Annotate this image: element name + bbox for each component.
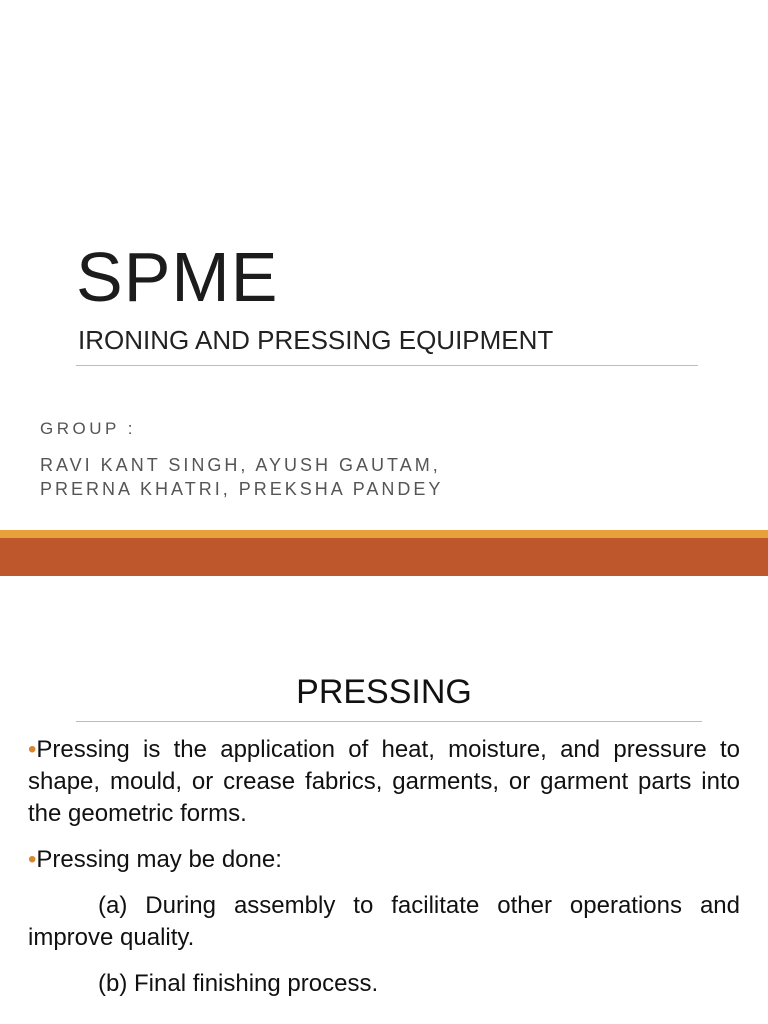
sub-item: (a) During assembly to facilitate other operations and improve quality. [28,892,740,951]
title-divider [76,365,698,366]
bullet-text: Pressing is the application of heat, moisture, and pressure to shape, mould, or crease fabrics, garments, or garment parts into the geometric forms. [28,736,740,827]
members-line-1: RAVI KANT SINGH, AYUSH GAUTAM, [40,455,441,475]
accent-band [0,538,768,576]
bullet-item [28,844,740,876]
slide-title: PRESSING [296,673,472,711]
title-divider [76,721,702,722]
bullet-icon: • [28,846,37,873]
members-line-2: PRERNA KHATRI, PREKSHA PANDEY [40,479,444,499]
slide-title: SPME [76,238,279,316]
slide-body [28,734,740,1014]
bullet-item [28,734,740,830]
group-members [40,453,560,501]
slide-subtitle: IRONING AND PRESSING EQUIPMENT [78,325,554,355]
bullet-icon: • [28,736,37,763]
group-label: GROUP : [40,419,136,438]
bullet-text: Pressing may be done: [36,846,282,873]
accent-band-top [0,530,768,538]
sub-item: (b) Final finishing process. [98,970,379,997]
pressing-slide [0,576,768,1024]
